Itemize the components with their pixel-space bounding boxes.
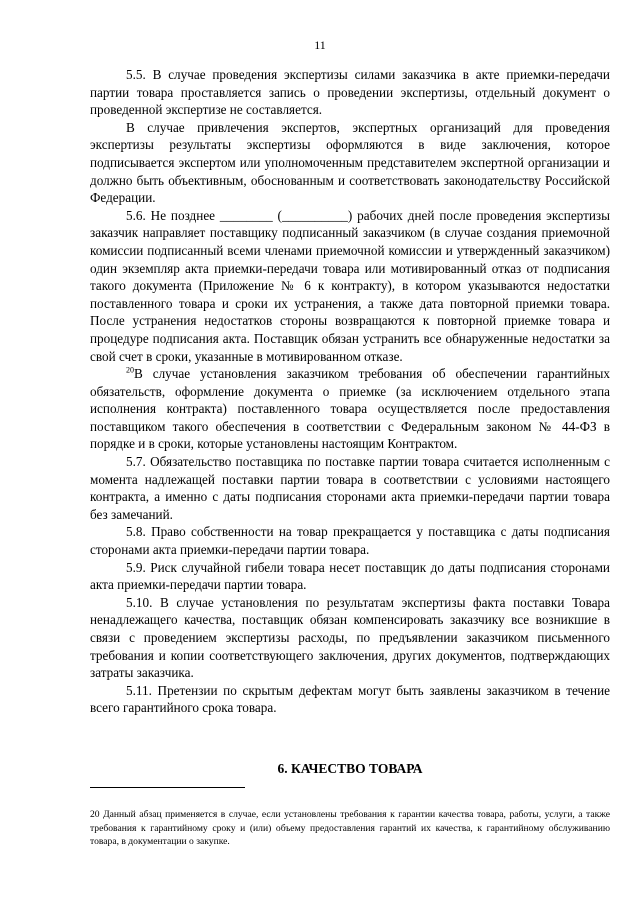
paragraph-5-10 (90, 594, 610, 682)
paragraph-5-5 (90, 66, 610, 119)
paragraph-guarantee (90, 365, 610, 453)
paragraph-text: 5.5. В случае проведения экспертизы силами заказчика в акте приемки-передачи партии товара проставляется запись о проведении экспертизы, отдельный документ о проведенной экспертизе не составляется. (90, 67, 610, 118)
page-number: 11 (314, 38, 326, 52)
paragraph-text: 5.6. Не позднее ________ (__________) рабочих дней после проведения экспертизы заказчик направляет поставщику подписанный заказчиком (в случае создания приемочной комиссии подписанный всеми членами приемочной комиссии и утвержденный заказчиком) один экземпляр акта приемки-передачи товара или мотивированный отказ от подписания такого документа (Приложение № 6 к контракту), в котором указываются недостатки поставленного товара и сроки их устранения, а также дата повторной приемки товара. После устранения недостатков стороны возвращаются к повторной приемке товара и процедуре подписания акта. Поставщик обязан устранить все обнаруженные недостатки за свой счет в сроки, указанные в мотивированном отказе. (90, 207, 610, 364)
paragraph-5-9 (90, 559, 610, 594)
paragraph-text: 5.11. Претензии по скрытым дефектам могут быть заявлены заказчиком в течение всего гарантийного срока товара. (90, 682, 610, 716)
paragraph-text: 5.8. Право собственности на товар прекращается у поставщика с даты подписания сторонами акта приемки-передачи партии товара. (90, 524, 610, 558)
paragraph-5-7 (90, 453, 610, 523)
footnote: 20 Данный абзац применяется в случае, если установлены требования к гарантии качества товара, работы, услуги, а также требования к гарантийному сроку и (или) объему предоставления гарантий их качества, к гарантийному обслуживанию товара, в документации о закупке. (90, 809, 610, 848)
paragraph-5-6 (90, 207, 610, 365)
footnote-divider (90, 787, 245, 788)
contract-body (90, 66, 610, 717)
paragraph-5-11 (90, 682, 610, 717)
section-heading: 6. КАЧЕСТВО ТОВАРА (277, 761, 423, 776)
paragraph-text: В случае привлечения экспертов, экспертных организаций для проведения экспертизы результаты экспертизы оформляются в виде заключения, которое подписывается экспертом или уполномоченным представителем экспертной организации и должно быть объективным, обоснованным и соответствовать законодательству Российской Федерации. (90, 119, 610, 206)
paragraph-text: 5.9. Риск случайной гибели товара несет поставщик до даты подписания сторонами акта приемки-передачи партии товара. (90, 559, 610, 593)
paragraph-experts (90, 119, 610, 207)
paragraph-5-8 (90, 523, 610, 558)
paragraph-text: В случае установления заказчиком требования об обеспечении гарантийных обязательств, оформление документа о приемке (за исключением отдельного этапа исполнения контракта) поставленного товара осуществляется после предоставления поставщиком такого обеспечения в соответствии с Федеральным законом № 44-ФЗ в порядке и в сроки, которые установлены настоящим Контрактом. (90, 366, 610, 452)
paragraph-text: 5.10. В случае установления по результатам экспертизы факта поставки Товара ненадлежащего качества, поставщик обязан компенсировать заказчику все возникшие в связи с проведением экспертизы расходы, по предъявлении заказчиком письменного требования и копии соответствующего заключения, других документов, подтверждающих затраты заказчика. (90, 594, 610, 681)
paragraph-text: 5.7. Обязательство поставщика по поставке партии товара считается исполненным с момента надлежащей поставки партии товара в соответствии с условиями настоящего контракта, а именно с даты подписания сторонами акта приемки-передачи партии товара без замечаний. (90, 454, 610, 522)
footnote-reference: 20 (126, 365, 134, 375)
